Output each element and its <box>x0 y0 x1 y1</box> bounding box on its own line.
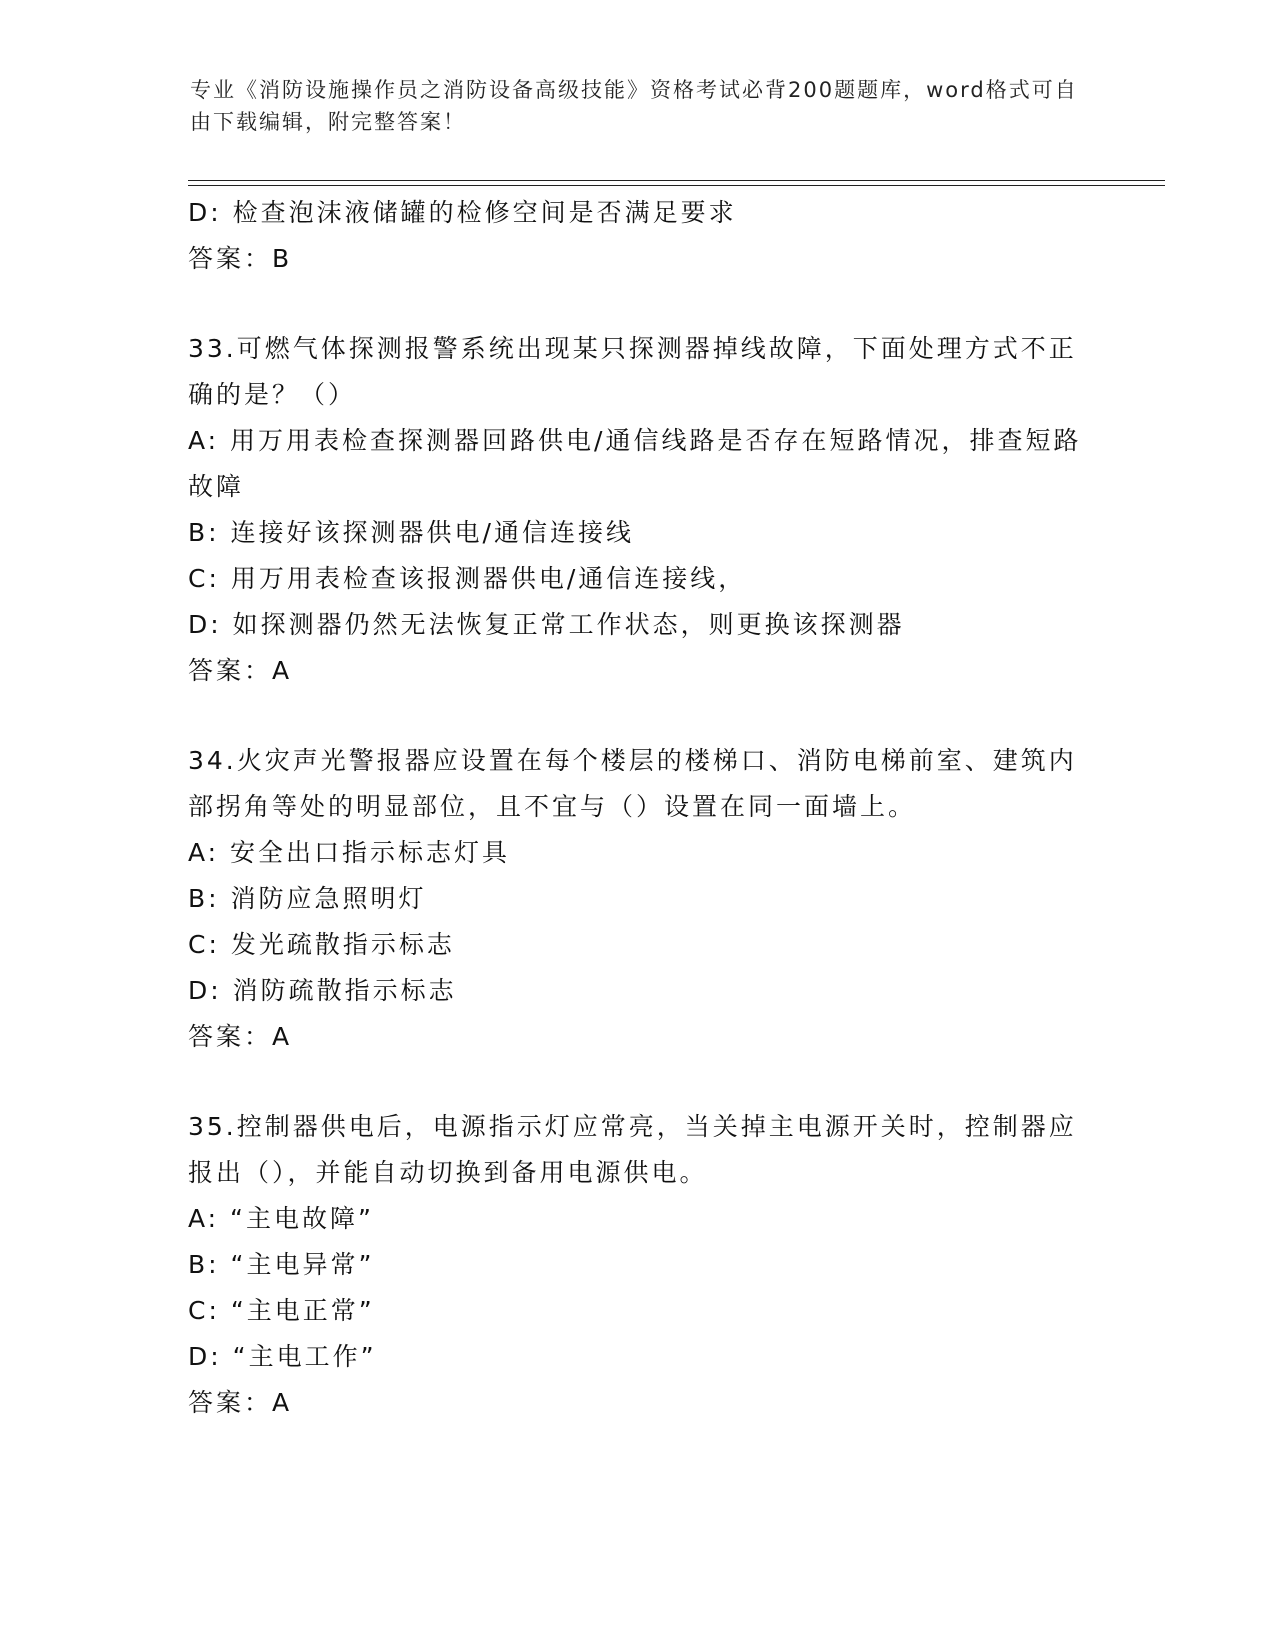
option-key: A: <box>188 838 220 867</box>
question-number: 35. <box>188 1112 237 1141</box>
option-text: 消防疏散指示标志 <box>232 976 457 1005</box>
header-divider-bottom <box>188 185 1165 186</box>
answer-line <box>188 1380 1088 1426</box>
question-body: 控制器供电后，电源指示灯应常亮，当关掉主电源开关时，控制器应报出（），并能自动切换到备用电源供电。 <box>188 1112 1077 1187</box>
option-key: B: <box>188 884 220 913</box>
answer-line <box>188 648 1088 694</box>
option-c <box>188 1288 1088 1334</box>
option-key: B: <box>188 518 220 547</box>
answer-label: 答案： <box>188 1022 273 1051</box>
question-block-33 <box>188 326 1088 694</box>
option-a <box>188 418 1088 510</box>
option-key: C: <box>188 564 220 593</box>
spacer <box>188 694 1088 738</box>
question-text <box>188 1104 1088 1196</box>
option-b <box>188 510 1088 556</box>
option-key: D: <box>188 610 222 639</box>
option-text: “主电故障” <box>230 1204 374 1233</box>
answer-value: B <box>272 244 293 273</box>
question-body: 可燃气体探测报警系统出现某只探测器掉线故障，下面处理方式不正确的是？（） <box>188 334 1077 409</box>
option-b <box>188 1242 1088 1288</box>
option-a <box>188 1196 1088 1242</box>
question-number: 33. <box>188 334 237 363</box>
option-d <box>188 602 1088 648</box>
option-c <box>188 922 1088 968</box>
header-text: 专业《消防设施操作员之消防设备高级技能》资格考试必背200题题库，word格式可自由下载编辑，附完整答案！ <box>190 78 1078 134</box>
option-d <box>188 968 1088 1014</box>
option-key: B: <box>188 1250 220 1279</box>
option-b <box>188 876 1088 922</box>
option-key: A: <box>188 1204 220 1233</box>
option-text: 用万用表检查探测器回路供电/通信线路是否存在短路情况，排查短路故障 <box>188 426 1082 501</box>
option-text: 用万用表检查该报测器供电/通信连接线， <box>230 564 747 593</box>
answer-label: 答案： <box>188 1388 273 1417</box>
answer-value: A <box>272 1022 293 1051</box>
question-block-32 <box>188 190 1088 282</box>
answer-label: 答案： <box>188 656 273 685</box>
answer-label: 答案： <box>188 244 273 273</box>
option-text: 连接好该探测器供电/通信连接线 <box>230 518 634 547</box>
answer-value: A <box>272 1388 293 1417</box>
spacer <box>188 1060 1088 1104</box>
option-text: 检查泡沫液储罐的检修空间是否满足要求 <box>232 198 737 227</box>
option-text: “主电异常” <box>230 1250 375 1279</box>
question-text <box>188 738 1088 830</box>
option-text: 消防应急照明灯 <box>230 884 427 913</box>
option-text: 发光疏散指示标志 <box>230 930 455 959</box>
option-text: 安全出口指示标志灯具 <box>230 838 511 867</box>
option-text: 如探测器仍然无法恢复正常工作状态，则更换该探测器 <box>232 610 905 639</box>
option-d <box>188 190 1088 236</box>
header-divider-top <box>188 180 1165 181</box>
option-text: “主电工作” <box>232 1342 377 1371</box>
option-key: D: <box>188 198 222 227</box>
option-key: D: <box>188 1342 222 1371</box>
option-c <box>188 556 1088 602</box>
option-text: “主电正常” <box>230 1296 375 1325</box>
option-d <box>188 1334 1088 1380</box>
answer-line <box>188 1014 1088 1060</box>
question-number: 34. <box>188 746 237 775</box>
option-key: C: <box>188 930 220 959</box>
option-key: A: <box>188 426 220 455</box>
option-a <box>188 830 1088 876</box>
spacer <box>188 282 1088 326</box>
option-key: D: <box>188 976 222 1005</box>
question-block-34 <box>188 738 1088 1060</box>
answer-value: A <box>272 656 293 685</box>
option-key: C: <box>188 1296 220 1325</box>
question-body: 火灾声光警报器应设置在每个楼层的楼梯口、消防电梯前室、建筑内部拐角等处的明显部位，且不宜与（）设置在同一面墙上。 <box>188 746 1077 821</box>
answer-line <box>188 236 1088 282</box>
question-text <box>188 326 1088 418</box>
question-list <box>188 190 1088 1426</box>
document-header <box>190 74 1090 138</box>
question-block-35 <box>188 1104 1088 1426</box>
